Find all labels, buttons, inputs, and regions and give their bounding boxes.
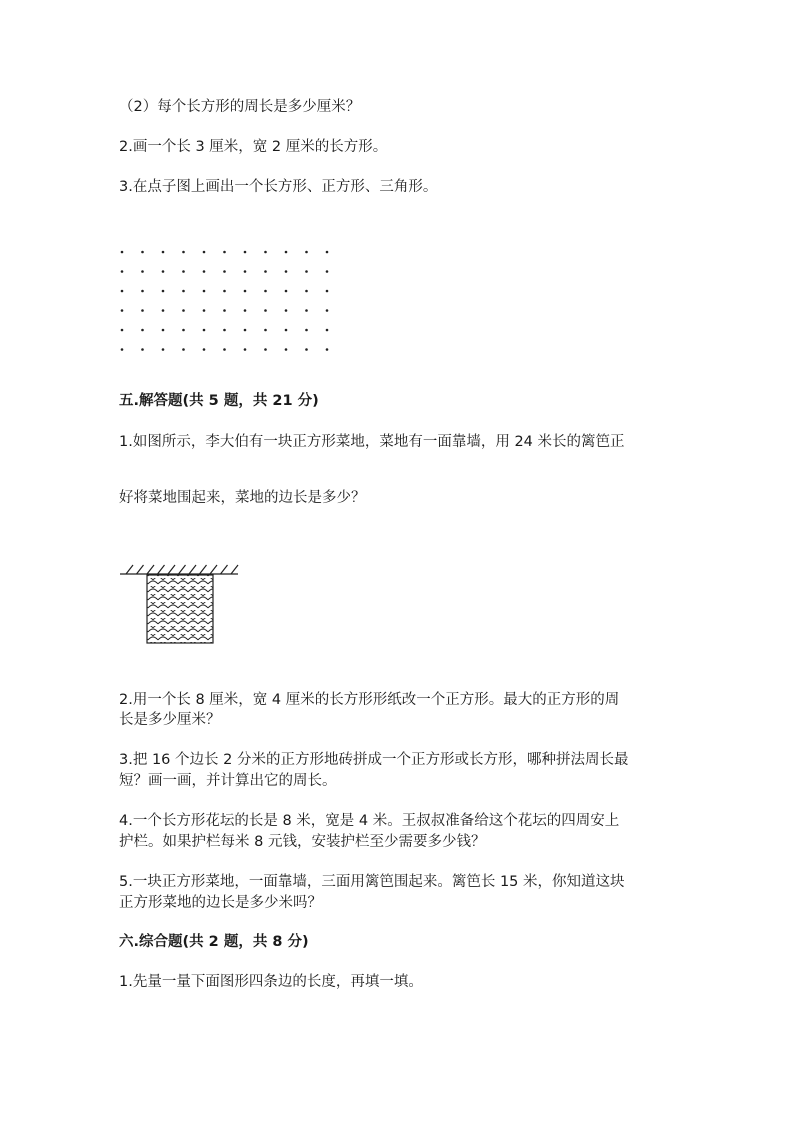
grid-dot xyxy=(285,290,288,293)
grid-dot xyxy=(285,348,288,351)
question-2-subpart: （2）每个长方形的周长是多少厘米？ xyxy=(119,99,361,115)
grid-dot xyxy=(121,251,124,254)
grid-dot xyxy=(121,290,124,293)
wall-hatch-stroke xyxy=(200,565,207,574)
grid-dot xyxy=(305,348,308,351)
grid-dot xyxy=(264,270,267,273)
section-5-title: 五.解答题(共 5 题，共 21 分) xyxy=(119,393,319,409)
grid-dot xyxy=(223,309,226,312)
grid-dot xyxy=(223,251,226,254)
grid-dot xyxy=(244,309,247,312)
grid-dot xyxy=(264,290,267,293)
grid-dot xyxy=(285,251,288,254)
grid-dot xyxy=(162,290,165,293)
grid-dot xyxy=(182,251,185,254)
wall-hatch-stroke xyxy=(231,565,238,574)
grid-dot xyxy=(162,329,165,332)
grid-dot xyxy=(141,251,144,254)
grid-dot xyxy=(182,348,185,351)
s5-q4-line2: 护栏。如果护栏每米 8 元钱，安装护栏至少需要多少钱？ xyxy=(119,834,486,850)
grid-dot xyxy=(244,329,247,332)
grid-dot xyxy=(121,270,124,273)
s5-q5-line1: 5.一块正方形菜地，一面靠墙，三面用篱笆围起来。篱笆长 15 米，你知道这块 xyxy=(119,874,625,890)
grid-dot xyxy=(223,270,226,273)
wall-hatch-stroke xyxy=(147,565,154,574)
grid-dot xyxy=(326,290,329,293)
grid-dot xyxy=(203,251,206,254)
grid-dot xyxy=(121,309,124,312)
grid-dot xyxy=(244,251,247,254)
grid-dot xyxy=(182,290,185,293)
s5-q5-line2: 正方形菜地的边长是多少米吗？ xyxy=(119,895,322,911)
grid-dot xyxy=(162,270,165,273)
grid-dot xyxy=(305,270,308,273)
wall-hatch-stroke xyxy=(189,565,196,574)
grid-dot xyxy=(182,270,185,273)
grid-dot xyxy=(182,309,185,312)
grid-dot xyxy=(244,348,247,351)
grid-dot xyxy=(285,270,288,273)
grid-dot xyxy=(326,251,329,254)
grid-dot xyxy=(305,290,308,293)
wall-hatch-stroke xyxy=(137,565,144,574)
grid-dot xyxy=(285,309,288,312)
grid-dot xyxy=(162,309,165,312)
s5-q2-line1: 2.用一个长 8 厘米，宽 4 厘米的长方形形纸改一个正方形。最大的正方形的周 xyxy=(119,692,620,708)
wall-hatch-stroke xyxy=(210,565,217,574)
grid-dot xyxy=(264,348,267,351)
grid-dot xyxy=(244,270,247,273)
s5-q1-line2: 好将菜地围起来，菜地的边长是多少？ xyxy=(119,490,366,506)
grid-dot xyxy=(305,309,308,312)
s5-q4-line1: 4.一个长方形花坛的长是 8 米，宽是 4 米。王叔叔准备给这个花坛的四周安上 xyxy=(119,813,620,829)
grid-dot xyxy=(162,348,165,351)
vegetable-plot-against-wall-figure xyxy=(118,562,240,648)
grid-dot xyxy=(141,329,144,332)
grid-dot xyxy=(182,329,185,332)
grid-dot xyxy=(305,329,308,332)
grid-dot xyxy=(121,329,124,332)
s5-q2-line2: 长是多少厘米？ xyxy=(119,712,221,728)
grid-dot xyxy=(326,329,329,332)
grid-dot xyxy=(264,251,267,254)
grid-dot xyxy=(203,348,206,351)
grid-dot xyxy=(264,309,267,312)
wall-hatching xyxy=(126,565,238,574)
grid-dot xyxy=(223,348,226,351)
wall-hatch-stroke xyxy=(168,565,175,574)
grid-dot xyxy=(203,329,206,332)
grid-dot xyxy=(203,309,206,312)
wall-hatch-stroke xyxy=(158,565,165,574)
grid-dot xyxy=(162,251,165,254)
s5-q3-line1: 3.把 16 个边长 2 分米的正方形地砖拼成一个正方形或长方形，哪种拼法周长最 xyxy=(119,752,629,768)
grid-dot xyxy=(223,290,226,293)
grid-dot xyxy=(264,329,267,332)
wall-hatch-stroke xyxy=(126,565,133,574)
grid-dot xyxy=(285,329,288,332)
grid-dot xyxy=(326,309,329,312)
question-dot-grid: 3.在点子图上画出一个长方形、正方形、三角形。 xyxy=(119,179,438,195)
grid-dot xyxy=(141,270,144,273)
grid-dot xyxy=(244,290,247,293)
wall-hatch-stroke xyxy=(179,565,186,574)
grid-dot xyxy=(141,309,144,312)
s6-q1: 1.先量一量下面图形四条边的长度，再填一填。 xyxy=(119,974,423,990)
grid-dot xyxy=(326,348,329,351)
grid-dot xyxy=(141,348,144,351)
vegetable-plot-square xyxy=(147,575,213,643)
grid-dot xyxy=(203,290,206,293)
grid-dot xyxy=(305,251,308,254)
section-6-title: 六.综合题(共 2 题，共 8 分) xyxy=(119,934,309,950)
grid-dot xyxy=(326,270,329,273)
grid-dot xyxy=(223,329,226,332)
grid-dot xyxy=(141,290,144,293)
grid-dot xyxy=(121,348,124,351)
wall-hatch-stroke xyxy=(221,565,228,574)
dot-grid-figure xyxy=(115,244,335,354)
grid-dot xyxy=(203,270,206,273)
s5-q1-line1: 1.如图所示，李大伯有一块正方形菜地，菜地有一面靠墙，用 24 米长的篱笆正 xyxy=(119,434,625,450)
question-draw-rectangle: 2.画一个长 3 厘米，宽 2 厘米的长方形。 xyxy=(119,139,388,155)
s5-q3-line2: 短？画一画，并计算出它的周长。 xyxy=(119,773,337,789)
